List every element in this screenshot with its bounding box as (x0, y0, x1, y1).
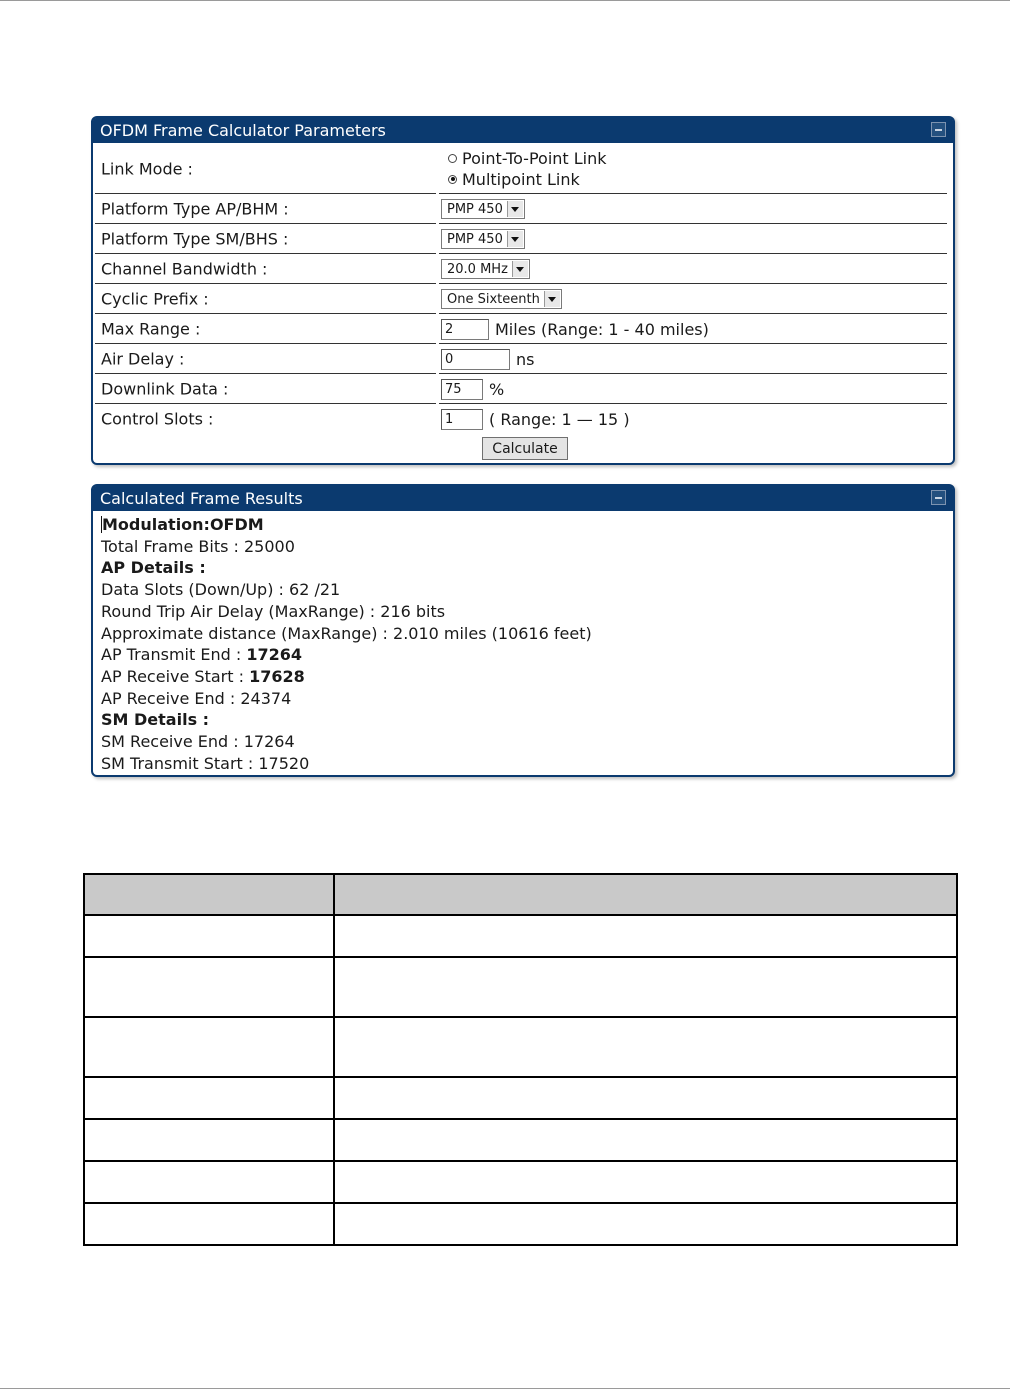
control-slots-label: Control Slots : (101, 409, 214, 429)
row-link-mode (93, 143, 953, 194)
result-ap-receive-end: AP Receive End : 24374 (101, 688, 292, 708)
result-sm-details-heading: SM Details : (101, 710, 210, 730)
chevron-down-icon[interactable] (507, 231, 523, 247)
result-ap-transmit-end: AP Transmit End : 17264 (101, 645, 302, 665)
table-row (84, 1161, 957, 1203)
row-platform-ap (93, 194, 953, 224)
cyclic-prefix-select[interactable]: One Sixteenth (441, 289, 562, 309)
parameter-table (83, 873, 958, 1246)
row-cyclic-prefix (93, 284, 953, 314)
collapse-icon[interactable] (931, 490, 946, 505)
result-total-frame-bits: Total Frame Bits : 25000 (101, 536, 295, 556)
table-row (84, 915, 957, 957)
chevron-down-icon[interactable] (544, 291, 560, 307)
air-delay-label: Air Delay : (101, 349, 185, 369)
link-mode-label: Link Mode : (101, 159, 193, 178)
platform-ap-label: Platform Type AP/BHM : (101, 199, 289, 219)
results-body (93, 511, 953, 774)
table-row (84, 1203, 957, 1245)
channel-bandwidth-label: Channel Bandwidth : (101, 259, 268, 279)
downlink-data-label: Downlink Data : (101, 379, 229, 399)
table-row (84, 1119, 957, 1161)
table-row (84, 957, 957, 1017)
air-delay-unit: ns (516, 349, 535, 369)
air-delay-input[interactable]: 0 (441, 349, 510, 370)
result-data-slots: Data Slots (Down/Up) : 62 /21 (101, 580, 341, 600)
platform-sm-select[interactable]: PMP 450 (441, 229, 525, 249)
panel-header (93, 486, 953, 511)
bottom-divider (0, 1388, 1010, 1389)
radio-point-to-point[interactable]: Point-To-Point Link (441, 148, 607, 169)
row-max-range (93, 314, 953, 344)
result-sm-transmit-start: SM Transmit Start : 17520 (101, 753, 310, 773)
panel-header (93, 118, 953, 143)
cyclic-prefix-label: Cyclic Prefix : (101, 289, 209, 309)
control-slots-input[interactable]: 1 (441, 409, 483, 430)
result-round-trip-delay: Round Trip Air Delay (MaxRange) : 216 bits (101, 601, 446, 621)
link-mode-radio-group (441, 143, 607, 194)
row-control-slots (93, 404, 953, 434)
row-platform-sm (93, 224, 953, 254)
max-range-label: Max Range : (101, 319, 201, 339)
table-header-row (84, 874, 957, 915)
table-row (84, 1017, 957, 1077)
chevron-down-icon[interactable] (507, 201, 523, 217)
chevron-down-icon[interactable] (512, 261, 528, 277)
platform-ap-select[interactable]: PMP 450 (441, 199, 525, 219)
result-approx-distance: Approximate distance (MaxRange) : 2.010 miles (10616 feet) (101, 623, 592, 643)
channel-bandwidth-select[interactable]: 20.0 MHz (441, 259, 530, 279)
max-range-input[interactable]: 2 (441, 319, 489, 340)
table-row (84, 1077, 957, 1119)
panel-title: Calculated Frame Results (100, 489, 303, 508)
collapse-icon[interactable] (931, 122, 946, 137)
control-slots-unit: ( Range: 1 — 15 ) (489, 409, 630, 429)
table-header-cell (334, 874, 957, 915)
radio-checked-icon[interactable] (448, 175, 457, 184)
calculated-frame-results-panel (91, 484, 955, 777)
result-modulation: Modulation:OFDM (102, 515, 264, 534)
calculate-button[interactable]: Calculate (482, 437, 568, 460)
downlink-data-unit: % (489, 379, 505, 399)
row-air-delay (93, 344, 953, 374)
radio-multipoint[interactable]: Multipoint Link (441, 169, 580, 190)
result-ap-receive-start: AP Receive Start : 17628 (101, 666, 305, 686)
platform-sm-label: Platform Type SM/BHS : (101, 229, 289, 249)
result-ap-details-heading: AP Details : (101, 558, 206, 578)
result-sm-receive-end: SM Receive End : 17264 (101, 732, 295, 752)
panel-title: OFDM Frame Calculator Parameters (100, 121, 386, 140)
row-channel-bandwidth (93, 254, 953, 284)
table-header-cell (84, 874, 334, 915)
frame-calculator-parameters-panel (91, 116, 955, 465)
max-range-unit: Miles (Range: 1 - 40 miles) (495, 319, 709, 339)
row-downlink-data (93, 374, 953, 404)
top-divider (0, 0, 1010, 1)
downlink-data-input[interactable]: 75 (441, 379, 483, 400)
radio-unchecked-icon[interactable] (448, 154, 457, 163)
